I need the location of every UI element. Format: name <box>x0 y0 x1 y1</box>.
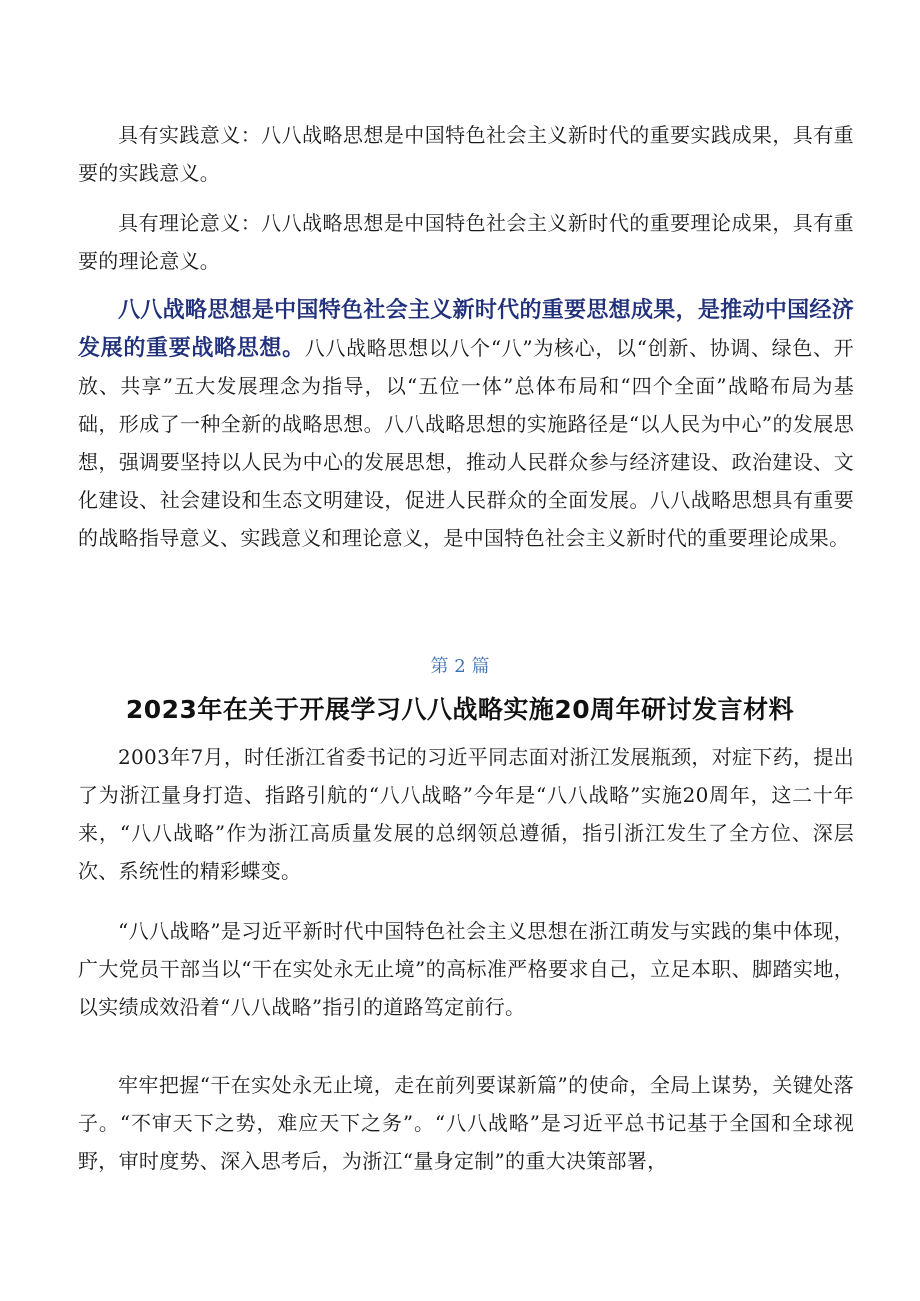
paragraph-theoretical-significance: 具有理论意义：八八战略思想是中国特色社会主义新时代的重要理论成果，具有重要的理论意义。 <box>78 211 854 273</box>
section-number-label: 第 2 篇 <box>430 656 490 677</box>
highlighted-lead-sentence: 八八战略思想是中国特色社会主义新时代的重要思想成果，是推动中国经济发展的重要战略思想。 <box>78 297 854 361</box>
paragraph-strategy-body: 八八战略思想以八个“八”为核心，以“创新、协调、绿色、开放、共享”五大发展理念为指导，以“五位一体”总体布局和“四个全面”战略布局为基础，形成了一种全新的战略思想。八八战略思想的实施路径是“以人民为中心”的发展思想，强调要坚持以人民为中心的发展思想，推动人民群众参与经济建设、政治建设、文化建设、社会建设和生态文明建设，促进人民群众的全面发展。八八战略思想具有重要的战略指导意义、实践意义和理论意义，是中国特色社会主义新时代的重要理论成果。 <box>78 336 854 550</box>
paragraph-practical-significance: 具有实践意义：八八战略思想是中国特色社会主义新时代的重要实践成果，具有重要的实践意义。 <box>78 123 854 185</box>
paragraph-strategy-summary <box>78 291 854 557</box>
paragraph-history: 2003年7月，时任浙江省委书记的习近平同志面对浙江发展瓶颈，对症下药，提出了为浙江量身打造、指路引航的“八八战略”今年是“八八战略”实施20周年，这二十年来，“八八战略”作为浙江高质量发展的总纲领总遵循，指引浙江发生了全方位、深层次、系统性的精彩蝶变。 <box>78 745 854 883</box>
paragraph-mission: 牢牢把握“干在实处永无止境，走在前列要谋新篇”的使命，全局上谋势，关键处落子。“不审天下之势，难应天下之务”。“八八战略”是习近平总书记基于全国和全球视野，审时度势、深入思考后，为浙江“量身定制”的重大决策部署， <box>78 1073 854 1173</box>
paragraph-embodiment: “八八战略”是习近平新时代中国特色社会主义思想在浙江萌发与实践的集中体现，广大党员干部当以“干在实处永无止境”的高标准严格要求自己，立足本职、脚踏实地，以实绩成效沿着“八八战略”指引的道路笃定前行。 <box>78 919 854 1019</box>
article-title: 2023年在关于开展学习八八战略实施20周年研讨发言材料 <box>125 695 795 724</box>
